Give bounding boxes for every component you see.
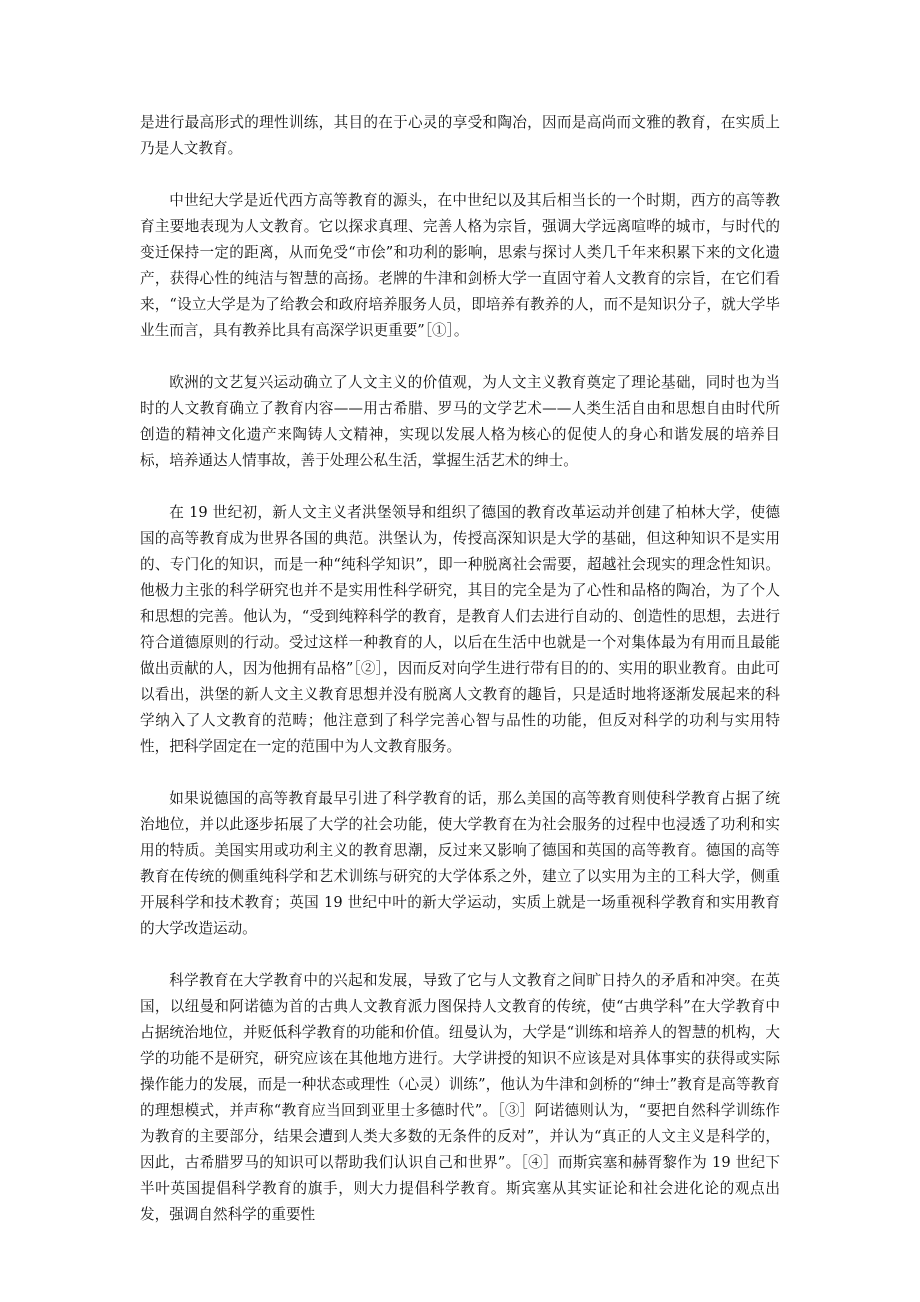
document-page [140,110,780,1254]
paragraph-5: 如果说德国的高等教育最早引进了科学教育的话，那么美国的高等教育则使科学教育占据了统治地位，并以此逐步拓展了大学的社会功能，使大学教育在为社会服务的过程中也浸透了功利和实用的特质。美国实用或功利主义的教育思潮，反过来又影响了德国和英国的高等教育。德国的高等教育在传统的侧重纯科学和艺术训练与研究的大学体系之外，建立了以实用为主的工科大学，侧重开展科学和技术教育；英国 19 世纪中叶的新大学运动，实质上就是一场重视科学教育和实用教育的大学改造运动。 [140,790,780,937]
paragraph-4: 在 19 世纪初，新人文主义者洪堡领导和组织了德国的教育改革运动并创建了柏林大学，使德国的高等教育成为世界各国的典范。洪堡认为，传授高深知识是大学的基础，但这种知识不是实用的、专门化的知识，而是一种“纯科学知识”，即一种脱离社会需要，超越社会现实的理念性知识。他极力主张的科学研究也并不是实用性科学研究，其目的完全是为了心性和品格的陶冶，为了个人和思想的完善。他认为，“受到纯粹科学的教育，是教育人们去进行自动的、创造性的思想，去进行符合道德原则的行动。受过这样一种教育的人，以后在生活中也就是一个对集体最为有用而且最能做出贡献的人，因为他拥有品格”［②］，因而反对向学生进行带有目的的、实用的职业教育。由此可以看出，洪堡的新人文主义教育思想并没有脱离人文教育的趣旨，只是适时地将逐渐发展起来的科学纳入了人文教育的范畴；他注意到了科学完善心智与品性的功能，但反对科学的功利与实用特性，把科学固定在一定的范围中为人文教育服务。 [140,504,780,755]
paragraph-6: 科学教育在大学教育中的兴起和发展，导致了它与人文教育之间旷日持久的矛盾和冲突。在英国，以纽曼和阿诺德为首的古典人文教育派力图保持人文教育的传统，使“古典学科”在大学教育中占据统治地位，并贬低科学教育的功能和价值。纽曼认为，大学是“训练和培养人的智慧的机构，大学的功能不是研究，研究应该在其他地方进行。大学讲授的知识不应该是对具体事实的获得或实际操作能力的发展，而是一种状态或理性（心灵）训练”，他认为牛津和剑桥的“绅士”教育是高等教育的理想模式，并声称“教育应当回到亚里士多德时代”。［③］阿诺德则认为，“要把自然科学训练作为教育的主要部分，结果会遭到人类大多数的无条件的反对”，并认为“真正的人文主义是科学的，因此，古希腊罗马的知识可以帮助我们认识自己和世界”。［④］而斯宾塞和赫胥黎作为 19 世纪下半叶英国提倡科学教育的旗手，则大力提倡科学教育。斯宾塞从其实证论和社会进化论的观点出发，强调自然科学的重要性 [140,972,780,1223]
paragraph-2: 中世纪大学是近代西方高等教育的源头，在中世纪以及其后相当长的一个时期，西方的高等教育主要地表现为人文教育。它以探求真理、完善人格为宗旨，强调大学远离喧哗的城市，与时代的变迁保持一定的距离，从而免受“市侩”和功利的影响，思索与探讨人类几千年来积累下来的文化遗产，获得心性的纯洁与智慧的高扬。老牌的牛津和剑桥大学一直固守着人文教育的宗旨，在它们看来，“设立大学是为了给教会和政府培养服务人员，即培养有教养的人，而不是知识分子，就大学毕业生而言，具有教养比具有高深学识更重要”［①］。 [140,192,780,339]
paragraph-3: 欧洲的文艺复兴运动确立了人文主义的价值观，为人文主义教育奠定了理论基础，同时也为当时的人文教育确立了教育内容——用古希腊、罗马的文学艺术——人类生活自由和思想自由时代所创造的精神文化遗产来陶铸人文精神，实现以发展人格为核心的促使人的身心和谐发展的培养目标，培养通达人情事故，善于处理公私生活，掌握生活艺术的绅士。 [140,374,780,469]
paragraph-1: 是进行最高形式的理性训练，其目的在于心灵的享受和陶冶，因而是高尚而文雅的教育，在实质上乃是人文教育。 [140,114,780,157]
